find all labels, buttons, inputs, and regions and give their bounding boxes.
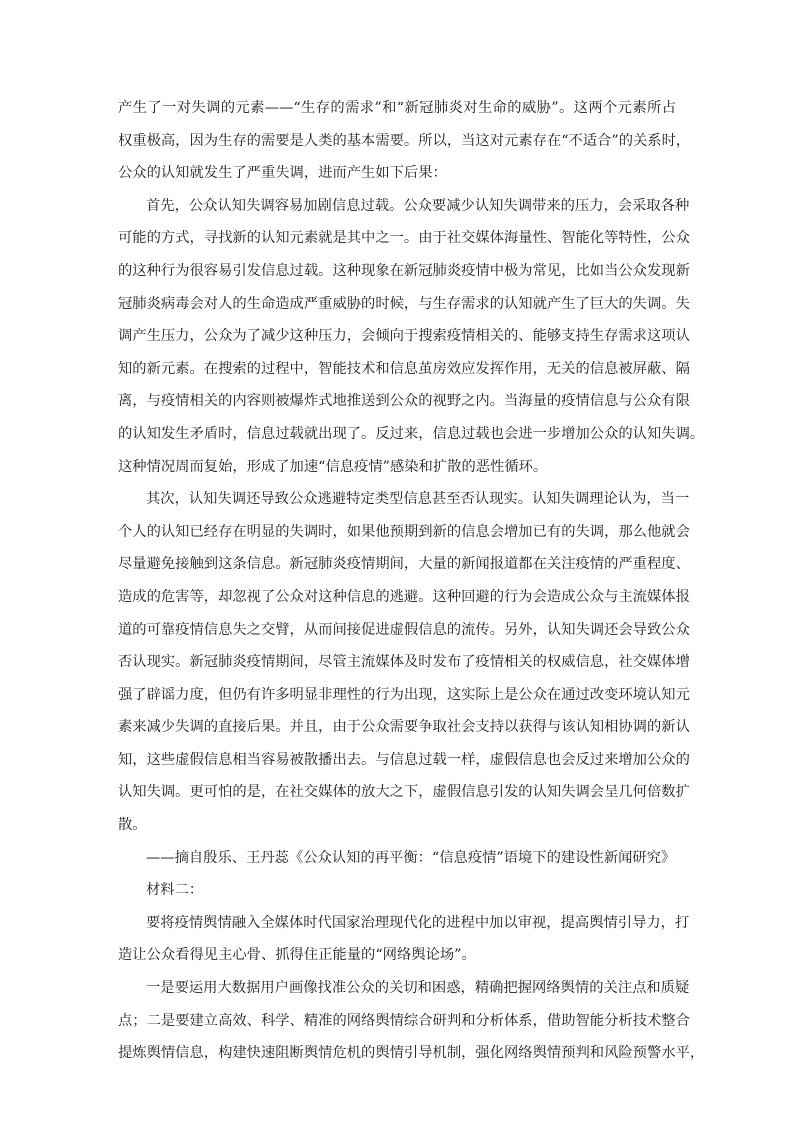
text-line: 点；二是要建立高效、科学、精准的网络舆情综合研判和分析体系，借助智能分析技术整合 bbox=[118, 1012, 690, 1029]
paragraph-information-overload bbox=[118, 190, 705, 483]
paragraph-public-opinion-guidance bbox=[118, 907, 690, 972]
text-line: 一是要运用大数据用户画像找准公众的关切和困惑，精确把握网络舆情的关注点和质疑 bbox=[146, 980, 690, 997]
text-line: 尽量避免接触到这条信息。新冠肺炎疫情期间，大量的新闻报道都在关注疫情的严重程度、 bbox=[118, 556, 690, 573]
text-line: 的这种行为很容易引发信息过载。这种现象在新冠肺炎疫情中极为常见，比如当公众发现新 bbox=[118, 262, 690, 279]
paragraph-measures bbox=[118, 972, 705, 1070]
paragraph-information-avoidance bbox=[118, 483, 690, 842]
text-line: 冠肺炎病毒会对人的生命造成严重威胁的时候，与生存需求的认知就产生了巨大的失调。失 bbox=[118, 295, 690, 312]
material-two-heading: 材料二： bbox=[146, 882, 204, 899]
source-citation: ——摘自殷乐、王丹蕊《公众认知的再平衡：“信息疫情”语境下的建设性新闻研究》 bbox=[146, 849, 676, 866]
text-line: 要将疫情舆情融入全媒体时代国家治理现代化的进程中加以审视，提高舆情引导力，打 bbox=[146, 914, 690, 931]
text-line: 素来减少失调的直接后果。并且，由于公众需要争取社会支持以获得与该认知相协调的新认 bbox=[118, 719, 690, 736]
text-line: 的认知发生矛盾时，信息过载就出现了。反过来，信息过载也会进一步增加公众的认知失调。 bbox=[118, 425, 705, 442]
text-line: 其次，认知失调还导致公众逃避特定类型信息甚至否认现实。认知失调理论认为，当一 bbox=[146, 491, 690, 508]
text-line: 权重极高，因为生存的需要是人类的基本需要。所以，当这对元素存在“不适合”的关系时， bbox=[118, 132, 691, 149]
text-line: 个人的认知已经存在明显的失调时，如果他预期到新的信息会增加已有的失调，那么他就会 bbox=[118, 523, 690, 540]
text-line: 首先，公众认知失调容易加剧信息过载。公众要减少认知失调带来的压力，会采取各种 bbox=[146, 197, 690, 214]
paragraph-cognitive-dissonance-intro bbox=[118, 92, 691, 190]
text-line: 散。 bbox=[118, 817, 147, 834]
text-line: 产生了一对失调的元素——“生存的需求”和“新冠肺炎对生命的威胁”。这两个元素所占 bbox=[118, 100, 676, 116]
text-line: 造让公众看得见主心骨、抓得住正能量的“网络舆论场”。 bbox=[118, 947, 476, 964]
text-line: 认知失调。更可怕的是，在社交媒体的放大之下，虚假信息引发的认知失调会呈几何倍数扩 bbox=[118, 784, 690, 801]
text-line: 知的新元素。在搜索的过程中，智能技术和信息茧房效应发挥作用，无关的信息被屏蔽、隔 bbox=[118, 360, 690, 377]
text-line: 造成的危害等，却忽视了公众对这种信息的逃避。这种回避的行为会造成公众与主流媒体报 bbox=[118, 588, 690, 605]
text-line: 提炼舆情信息，构建快速阻断舆情危机的舆情引导机制，强化网络舆情预判和风险预警水平， bbox=[118, 1045, 705, 1062]
text-line: 可能的方式，寻找新的认知元素就是其中之一。由于社交媒体海量性、智能化等特性，公众 bbox=[118, 230, 690, 247]
text-line: 道的可靠疫情信息失之交臂，从而间接促进虚假信息的流传。另外，认知失调还会导致公众 bbox=[118, 621, 690, 638]
text-line: 否认现实。新冠肺炎疫情期间，尽管主流媒体及时发布了疫情相关的权威信息，社交媒体增 bbox=[118, 654, 690, 671]
document-page bbox=[118, 92, 705, 1070]
text-line: 强了辟谣力度，但仍有许多明显非理性的行为出现，这实际上是公众在通过改变环境认知元 bbox=[118, 686, 690, 703]
text-line: 公众的认知就发生了严重失调，进而产生如下后果： bbox=[118, 165, 447, 182]
text-line: 离，与疫情相关的内容则被爆炸式地推送到公众的视野之内。当海量的疫情信息与公众有限 bbox=[118, 393, 690, 410]
text-line: 这种情况周而复始，形成了加速“信息疫情”感染和扩散的恶性循环。 bbox=[118, 458, 548, 475]
text-line: 调产生压力，公众为了减少这种压力，会倾向于搜索疫情相关的、能够支持生存需求这项认 bbox=[118, 328, 690, 345]
text-line: 知，这些虚假信息相当容易被散播出去。与信息过载一样，虚假信息也会反过来增加公众的 bbox=[118, 751, 690, 768]
